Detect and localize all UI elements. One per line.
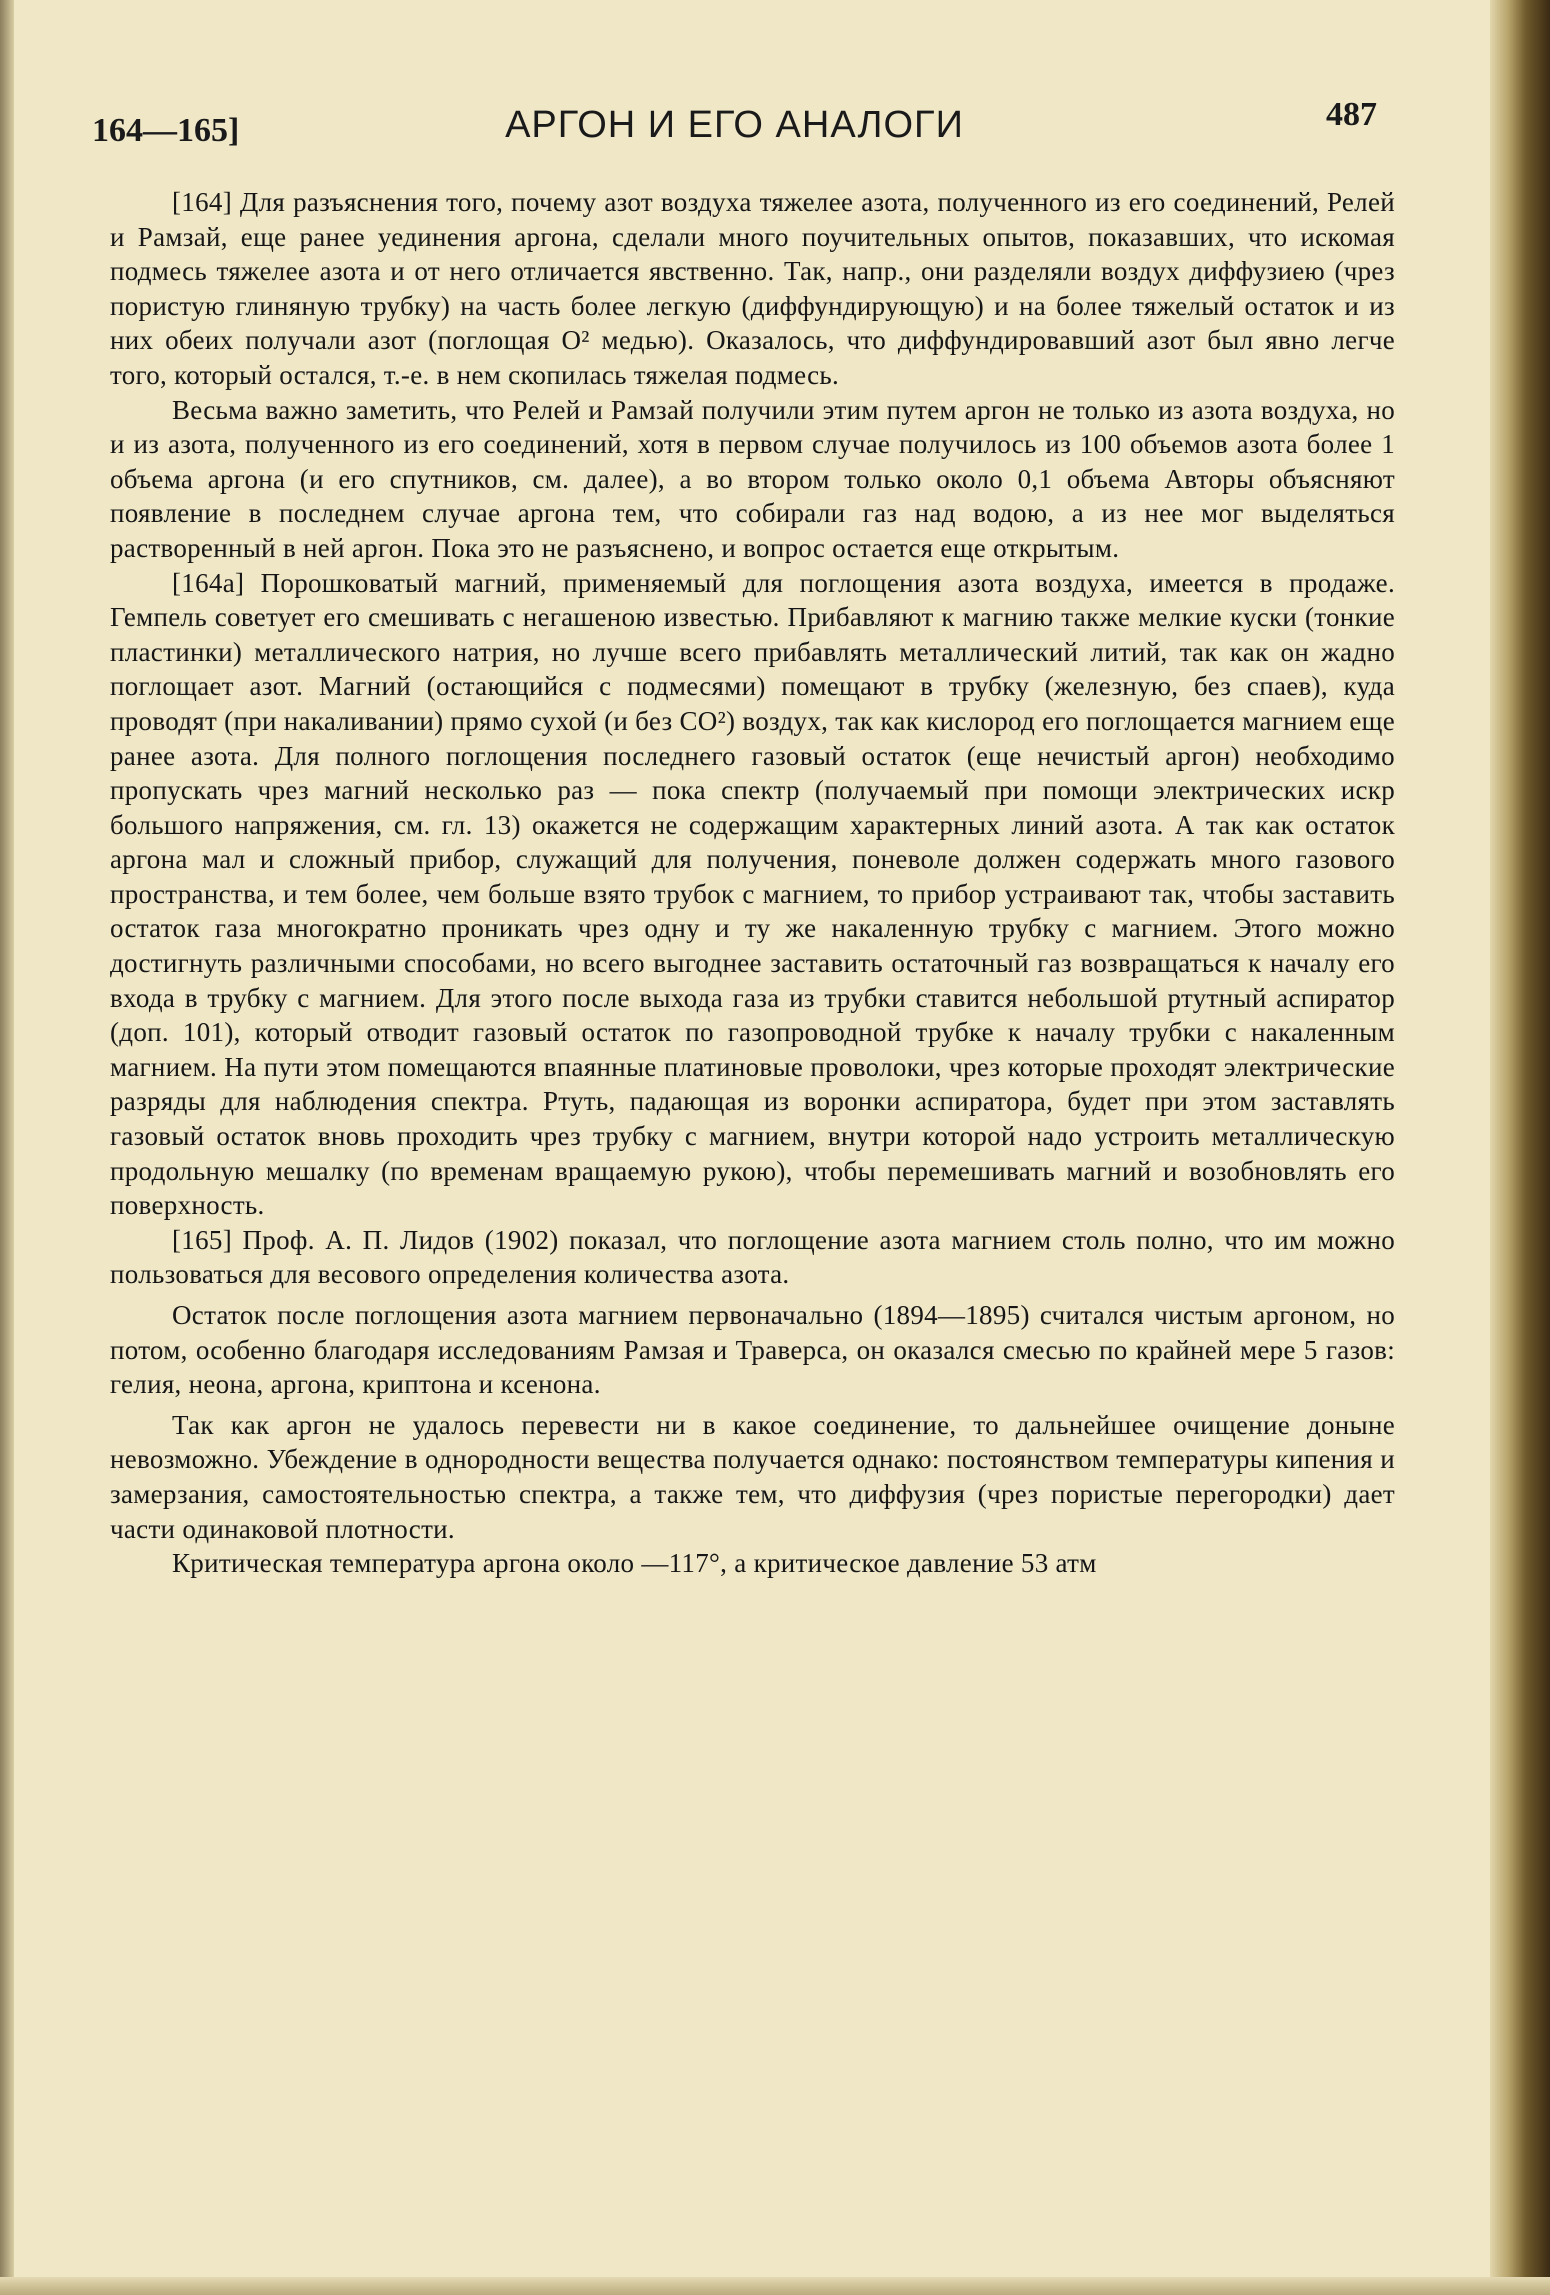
paragraph-164: [164] Для разъяснения того, почему азот воздуха тяжелее азота, полученного из его соединений, Релей и Рамзай, еще ранее уединения аргона, сделали много поучительных опытов, показавших, что искомая подмесь тяжелее азота и от него отличается явственно. Так, напр., они разделяли воздух диффузиею (чрез пористую глиняную трубку) на часть более легкую (диффундирующую) и на более тяжелый остаток и из них обеих получали азот (поглощая O² медью). Оказалось, что диффундировавший азот был явно легче того, который остался, т.-е. в нем скопилась тяжелая подмесь. xyxy=(110,187,1395,390)
book-spine-edge xyxy=(1490,0,1550,2295)
section-range: 164—165] xyxy=(92,112,240,149)
page-left-edge xyxy=(0,0,14,2295)
chapter-title: АРГОН И ЕГО АНАЛОГИ xyxy=(505,104,964,146)
paragraph-165-purification: Так как аргон не удалось перевести ни в какое соединение, то дальнейшее очищение доныне невозможно. Убеждение в однородности вещества получается однако: постоянством температуры кипения и замерзания, самостоятельностью спектра, а также тем, что диффузия (чрез пористые перегородки) дает части одинаковой плотности. xyxy=(110,1409,1395,1544)
page-body xyxy=(110,185,1395,1581)
page-number: 487 xyxy=(1326,96,1377,133)
running-header xyxy=(92,96,1377,156)
paragraph-165-residue: Остаток после поглощения азота магнием первоначально (1894—1895) считался чистым аргоном, но потом, особенно благодаря исследованиям Рамзая и Траверса, он оказался смесью по крайней мере 5 газов: гелия, неона, аргона, криптона и ксенона. xyxy=(110,1300,1395,1400)
paragraph-164-cont: Весьма важно заметить, что Релей и Рамзай получили этим путем аргон не только из азота воздуха, но и из азота, полученного из его соединений, хотя в первом случае получилось из 100 объемов азота более 1 объема аргона (и его спутников, см. далее), а во втором только около 0,1 объема Авторы объясняют появление в последнем случае аргона тем, что собирали газ над водою, а из нее мог выделяться растворенный в ней аргон. Пока это не разъяснено, и вопрос остается еще открытым. xyxy=(110,394,1395,563)
paragraph-165-critical: Критическая температура аргона около —117°, а критическое давление 53 атм xyxy=(172,1548,1097,1579)
paragraph-164a: [164a] Порошковатый магний, применяемый для поглощения азота воздуха, имеется в продаже. Гемпель советует его смешивать с негашеною известью. Прибавляют к магнию также мелкие куски (тонкие пластинки) металлического натрия, но лучше всего прибавлять металлический литий, так как он жадно поглощает азот. Магний (остающийся с подмесями) помещают в трубку (железную, без спаев), куда проводят (при накаливании) прямо сухой (и без CO²) воздух, так как кислород его поглощается магнием еще ранее азота. Для полного поглощения последнего газовый остаток (еще нечистый аргон) необходимо пропускать чрез магний несколько раз — пока спектр (получаемый при помощи электрических искр большого напряжения, см. гл. 13) окажется не содержащим характерных линий азота. А так как остаток аргона мал и сложный прибор, служащий для получения, поневоле должен содержать много газового пространства, и тем более, чем больше взято трубок с магнием, то прибор устраивают так, чтобы заставить остаток газа многократно проникать чрез одну и ту же накаленную трубку с магнием. Этого можно достигнуть различными способами, но всего выгоднее заставить остаточный газ возвращаться к началу его входа в трубку с магнием. Для этого после выхода газа из трубки ставится небольшой ртутный аспиратор (доп. 101), который отводит газовый остаток по газопроводной трубке к началу трубки с накаленным магнием. На пути этом помещаются впаянные платиновые проволоки, чрез которые проходят электрические разряды для наблюдения спектра. Ртуть, падающая из воронки аспиратора, будет при этом заставлять газовый остаток вновь проходить чрез трубку с магнием, внутри которой надо устроить металлическую продольную мешалку (по временам вращаемую рукою), чтобы перемешивать магний и возобновлять его поверхность. xyxy=(110,567,1395,1221)
paragraph-165: [165] Проф. А. П. Лидов (1902) показал, что поглощение азота магнием столь полно, что им можно пользоваться для весового определения количества азота. xyxy=(110,1224,1395,1290)
page-bottom-edge xyxy=(0,2277,1550,2295)
